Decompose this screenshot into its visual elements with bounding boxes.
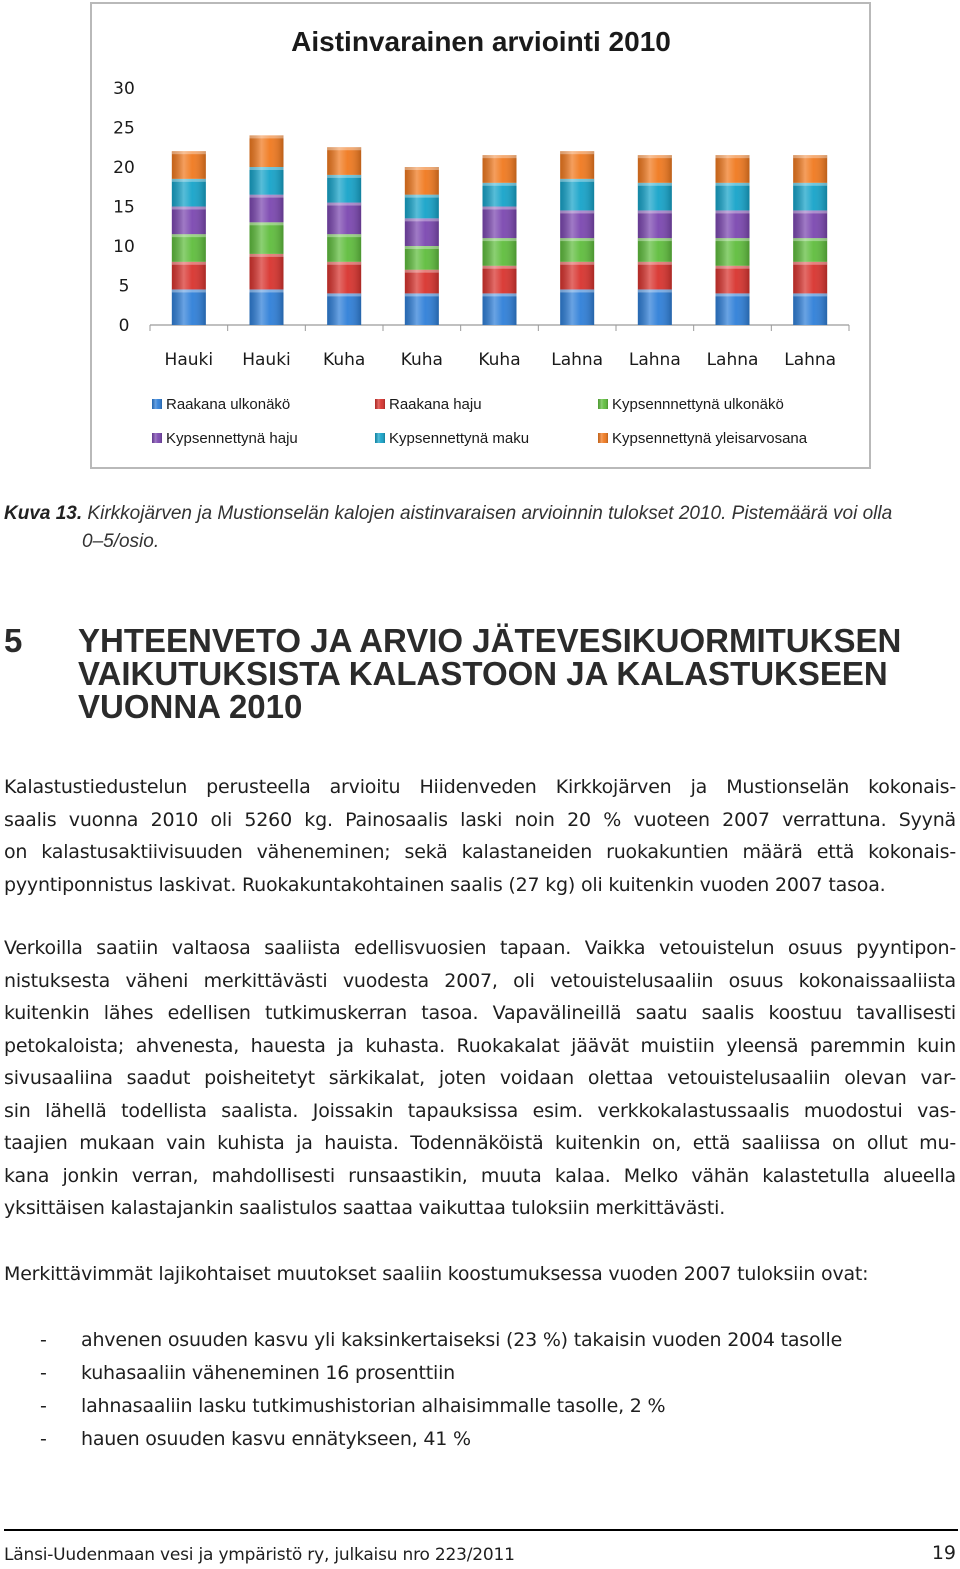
paragraph-2-line: sivusaaliina saadut poisheitetyt särkikalat, joten voidaan olettaa vetouistelusaaliin olevan var- — [4, 1067, 956, 1089]
bar-segment — [483, 293, 517, 325]
bar-segment — [483, 266, 517, 294]
bar-segment — [250, 195, 284, 223]
legend-label: Raakana ulkonäkö — [166, 396, 291, 413]
bar-segment — [172, 179, 206, 207]
x-tick-label: Kuha — [400, 350, 443, 370]
paragraph-2-line: kuitenkin lähes edellisen tutkimuskerran tasoa. Vapavälineillä saatu saalis koostuu tavallisesti — [4, 1002, 956, 1024]
paragraph-2-line: yksittäisen kalastajankin saalistulos saattaa vaikuttaa tuloksiin merkittävästi. — [4, 1197, 726, 1219]
bar-segment — [638, 289, 672, 325]
legend-label: Kypsennnettynä ulkonäkö — [612, 396, 784, 413]
bullet-dash: - — [40, 1428, 47, 1450]
legend-label: Kypsennettynä maku — [389, 430, 530, 447]
bar-segment — [172, 234, 206, 262]
legend-label: Raakana haju — [389, 396, 482, 413]
heading-line-2: VAIKUTUKSISTA KALASTOON JA KALASTUKSEEN — [78, 655, 888, 692]
bar-segment — [638, 238, 672, 262]
x-tick-label: Lahna — [706, 350, 759, 370]
bars — [172, 135, 827, 325]
paragraph-1-line: on kalastusaktiivisuuden väheneminen; sekä kalastaneiden ruokakuntien määrä että kokonais- — [4, 841, 956, 863]
bar-segment — [638, 262, 672, 290]
caption-lead: Kuva 13. — [4, 503, 83, 524]
bullet-text: lahnasaaliin lasku tutkimushistorian alhaisimmalle tasolle, 2 % — [81, 1395, 666, 1417]
bar-segment — [405, 270, 439, 294]
x-tick-label: Hauki — [242, 350, 291, 370]
paragraph-2-line: sin lähellä todellista saalista. Joissakin tapauksissa esim. verkkokalastussaalis muodostui vas- — [4, 1099, 956, 1122]
chart-title: Aistinvarainen arviointi 2010 — [291, 26, 671, 57]
bullet-list — [40, 1324, 940, 1456]
bar-segment — [793, 262, 827, 294]
bar-segment — [327, 262, 361, 294]
bar-segment — [793, 155, 827, 183]
x-tick-label: Lahna — [784, 350, 837, 370]
bar-segment — [638, 183, 672, 211]
bar-segment — [793, 293, 827, 325]
bar-segment — [716, 238, 750, 266]
y-tick-label: 20 — [113, 158, 135, 178]
bar-segment — [716, 210, 750, 238]
bullet-dash: - — [40, 1395, 47, 1417]
x-tick-label: Kuha — [478, 350, 521, 370]
bar-segment — [793, 210, 827, 238]
x-tick-label: Hauki — [164, 350, 214, 370]
bar-segment — [327, 147, 361, 175]
paragraph-2-line: kana jonkin verran, mahdollisesti runsaastikin, muuta kalaa. Melko vähän kalastetulla alueella — [4, 1164, 956, 1187]
bar-segment — [483, 155, 517, 183]
bar-segment — [405, 195, 439, 219]
bar-segment — [560, 289, 594, 325]
bullet-text: kuhasaaliin väheneminen 16 prosenttiin — [81, 1362, 456, 1384]
y-tick-label: 30 — [113, 79, 135, 99]
legend — [152, 396, 808, 447]
bar-segment — [483, 207, 517, 239]
footer-publication: Länsi-Uudenmaan vesi ja ympäristö ry, julkaisu nro 223/2011 — [4, 1545, 515, 1565]
legend-label: Kypsennettynä haju — [166, 430, 298, 447]
paragraph-1-line: pyyntiponnistus laskivat. Ruokakuntakohtainen saalis (27 kg) oli kuitenkin vuoden 2007 tasoa. — [4, 873, 886, 896]
bar-segment — [560, 262, 594, 290]
list-item — [40, 1390, 940, 1423]
legend-item — [598, 396, 784, 413]
bar-segment — [716, 183, 750, 211]
footer-divider — [4, 1529, 958, 1531]
bar-segment — [250, 135, 284, 167]
paragraph-2-line: petokaloista; ahvenesta, hauesta ja kuhasta. Ruokakalat jäävät muistiin yleensä paremmin kuin — [4, 1034, 956, 1057]
paragraph-2-line: taajien mukaan vain kuhista ja hauista. Todennäköistä kuitenkin on, että saaliissa on ollut mu- — [4, 1132, 956, 1154]
bar-segment — [250, 254, 284, 290]
bar-segment — [483, 238, 517, 266]
legend-label: Kypsennettynä yleisarvosana — [612, 430, 808, 447]
list-item — [40, 1357, 940, 1390]
bullet-dash: - — [40, 1362, 47, 1384]
bar-segment — [250, 222, 284, 254]
bar-segment — [405, 218, 439, 246]
bar-segment — [172, 207, 206, 235]
bar-segment — [250, 289, 284, 325]
bar-segment — [638, 155, 672, 183]
bar-segment — [560, 179, 594, 211]
y-tick-label: 15 — [113, 197, 135, 218]
bar-segment — [405, 246, 439, 270]
chart-figure — [90, 2, 871, 469]
legend-item — [375, 430, 529, 447]
bar-segment — [172, 151, 206, 179]
paragraph-1 — [4, 771, 956, 901]
caption-text-line1: Kirkkojärven ja Mustionselän kalojen aistinvaraisen arvioinnin tulokset 2010. Pistemäärä voi olla — [82, 503, 893, 524]
paragraph-2-line: nistuksesta väheni merkittävästi vuodesta 2007, oli vetouistelusaaliin osuus kokonaissaaliista — [4, 969, 956, 992]
paragraph-3-line: Merkittävimmät lajikohtaiset muutokset saaliin koostumuksessa vuoden 2007 tuloksiin ovat: — [4, 1263, 869, 1285]
bar-segment — [560, 210, 594, 238]
y-tick-label: 0 — [118, 316, 130, 336]
legend-item — [152, 396, 290, 413]
heading-line-1: YHTEENVETO JA ARVIO JÄTEVESIKUORMITUKSEN — [78, 622, 902, 659]
y-axis — [113, 79, 135, 336]
caption-text-line2: 0–5/osio. — [82, 531, 160, 552]
bar-segment — [560, 238, 594, 262]
stacked-bar-chart — [92, 4, 869, 467]
bar-segment — [405, 167, 439, 195]
y-tick-label: 5 — [118, 276, 130, 297]
paragraph-2 — [4, 932, 956, 1225]
bar-segment — [793, 238, 827, 262]
bar-segment — [716, 293, 750, 325]
x-tick-marks — [150, 325, 849, 331]
section-number: 5 — [4, 622, 23, 659]
legend-item — [375, 396, 482, 413]
page-number: 19 — [931, 1542, 956, 1564]
list-item — [40, 1423, 940, 1456]
x-tick-label: Lahna — [551, 350, 604, 370]
x-tick-label: Kuha — [323, 350, 366, 370]
x-axis-labels — [165, 350, 837, 370]
bar-segment — [172, 289, 206, 325]
bar-segment — [327, 203, 361, 235]
figure-caption — [4, 500, 944, 556]
heading-line-3: VUONNA 2010 — [78, 688, 303, 725]
paragraph-3 — [4, 1258, 956, 1291]
list-item — [40, 1324, 940, 1357]
bar-segment — [483, 183, 517, 207]
bar-segment — [250, 167, 284, 195]
bar-segment — [716, 155, 750, 183]
legend-item — [598, 430, 808, 447]
paragraph-1-line: Kalastustiedustelun perusteella arvioitu Hiidenveden Kirkkojärven ja Mustionselän kokonais- — [4, 776, 956, 798]
bar-segment — [405, 293, 439, 325]
bar-segment — [560, 151, 594, 179]
legend-item — [152, 430, 298, 447]
bar-segment — [327, 175, 361, 203]
bullet-text: ahvenen osuuden kasvu yli kaksinkertaiseksi (23 %) takaisin vuoden 2004 tasolle — [81, 1329, 843, 1351]
bar-segment — [172, 262, 206, 290]
y-tick-label: 10 — [113, 237, 135, 257]
paragraph-1-line: saalis vuonna 2010 oli 5260 kg. Painosaalis laski noin 20 % vuoteen 2007 verrattuna. Syynä — [4, 808, 956, 831]
bullet-dash: - — [40, 1329, 47, 1351]
paragraph-2-line: Verkoilla saatiin valtaosa saaliista edellisvuosien tapaan. Vaikka vetouistelun osuus pyyntipon- — [4, 937, 956, 959]
bar-segment — [327, 293, 361, 325]
bar-segment — [793, 183, 827, 211]
bar-segment — [327, 234, 361, 262]
bar-segment — [716, 266, 750, 294]
bar-segment — [638, 210, 672, 238]
y-tick-label: 25 — [113, 118, 135, 139]
bullet-text: hauen osuuden kasvu ennätykseen, 41 % — [81, 1428, 471, 1450]
x-tick-label: Lahna — [628, 350, 681, 370]
